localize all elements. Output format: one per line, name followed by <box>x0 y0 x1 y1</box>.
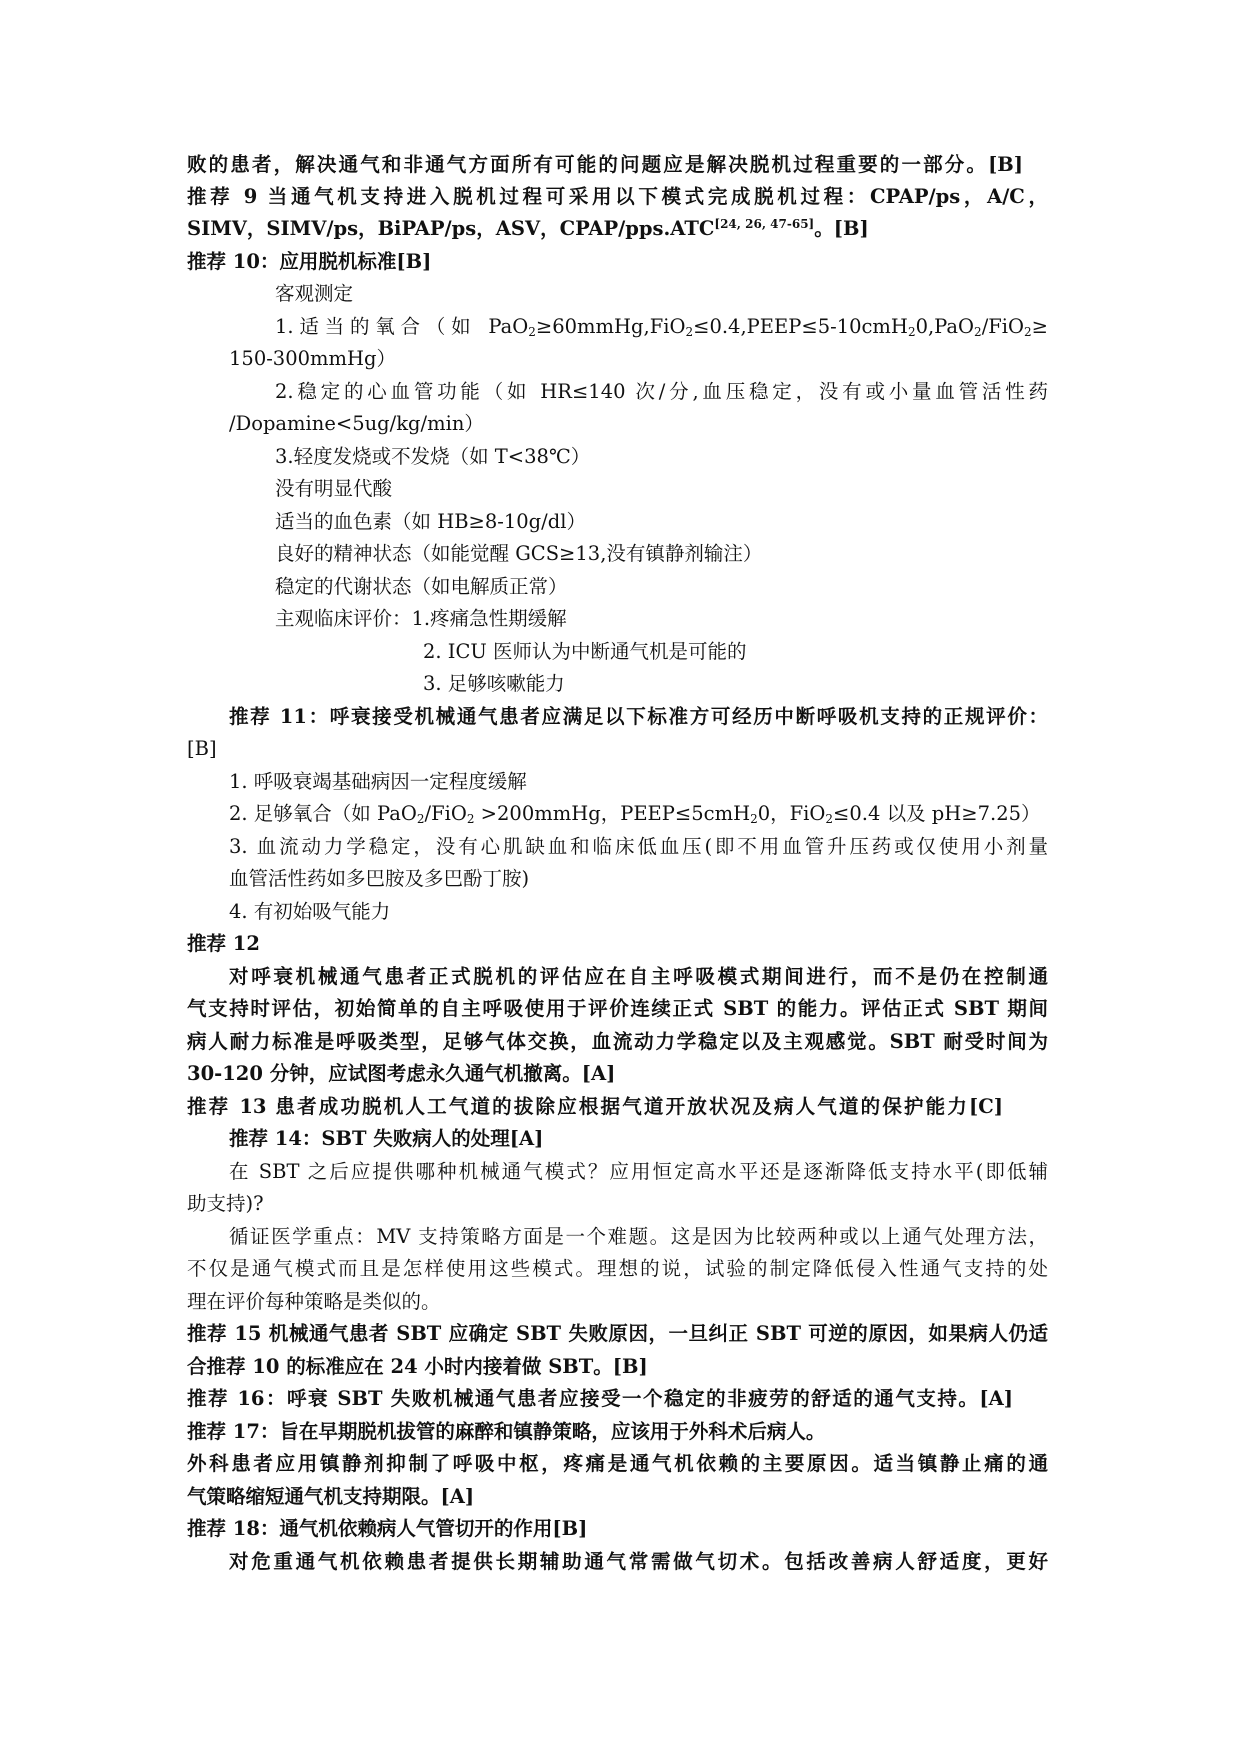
text-line: [B] <box>187 737 217 760</box>
text-line: 在 SBT 之后应提供哪种机械通气模式？应用恒定高水平还是逐渐降低支持水平(即低辅 <box>229 1160 1048 1183</box>
text-line: 气支持时评估，初始简单的自主呼吸使用于评价连续正式 SBT 的能力。评估正式 SBT 期间 <box>187 997 1048 1020</box>
list-item: 2. 足够氧合（如 PaO$_2$/FiO$_2$ >200mmHg，PEEP≤5cmH$_2$0，FiO$_2$≤0.4 以及 pH≥7.25） <box>229 802 1041 826</box>
heading-recommendation-10: 推荐 10：应用脱机标准[B] <box>187 250 432 273</box>
text-line: 主观临床评价：1.疼痛急性期缓解 <box>275 607 567 630</box>
heading-recommendation-11: 推荐 11：呼衰接受机械通气患者应满足以下标准方可经历中断呼吸机支持的正规评价： <box>229 705 1048 728</box>
text-line: 稳定的代谢状态（如电解质正常） <box>275 575 568 598</box>
text-line: 3.轻度发烧或不发烧（如 T<38℃） <box>275 445 591 468</box>
text-line: 不仅是通气模式而且是怎样使用这些模式。理想的说，试验的制定降低侵入性通气支持的处 <box>187 1257 1048 1280</box>
text-line: 循证医学重点：MV 支持策略方面是一个难题。这是因为比较两种或以上通气处理方法， <box>229 1225 1048 1248</box>
text-line: 血管活性药如多巴胺及多巴酚丁胺) <box>229 867 530 890</box>
heading-recommendation-14: 推荐 14：SBT 失败病人的处理[A] <box>229 1127 544 1150</box>
list-item: 4. 有初始吸气能力 <box>229 900 391 923</box>
text-line: 2.稳定的心血管功能（如 HR≤140 次/分,血压稳定，没有或小量血管活性药 <box>275 380 1048 403</box>
text-line: 气策略缩短通气机支持期限。[A] <box>187 1485 475 1508</box>
heading-recommendation-16: 推荐 16：呼衰 SBT 失败机械通气患者应接受一个稳定的非疲劳的舒适的通气支持。[A] <box>187 1387 1013 1410</box>
text-line: 良好的精神状态（如能觉醒 GCS≥13,没有镇静剂输注） <box>275 542 763 565</box>
text-line: 败的患者，解决通气和非通气方面所有可能的问题应是解决脱机过程重要的一部分。[B] <box>187 153 1023 176</box>
text-line: 2. ICU 医师认为中断通气机是可能的 <box>423 640 747 663</box>
text-line: 150-300mmHg） <box>229 347 396 370</box>
text-line: 客观测定 <box>275 282 354 305</box>
text-line: 1.适当的氧合（如 PaO$_2$≥60mmHg,FiO$_2$≤0.4,PEEP≤5-10cmH$_2$0,PaO$_2$/FiO$_2$≥ <box>275 315 1048 339</box>
text-line: 30-120 分钟，应试图考虑永久通气机撤离。[A] <box>187 1062 616 1085</box>
text-line: /Dopamine<5ug/kg/min） <box>229 412 484 435</box>
text-line: 推荐 9 当通气机支持进入脱机过程可采用以下模式完成脱机过程：CPAP/ps，A/C， <box>187 185 1048 208</box>
text-line: 病人耐力标准是呼吸类型，足够气体交换，血流动力学稳定以及主观感觉。SBT 耐受时间为 <box>187 1030 1048 1053</box>
text-line: 合推荐 10 的标准应在 24 小时内接着做 SBT。[B] <box>187 1355 648 1378</box>
text-line: 对危重通气机依赖患者提供长期辅助通气常需做气切术。包括改善病人舒适度，更好 <box>229 1550 1048 1573</box>
heading-recommendation-18: 推荐 18：通气机依赖病人气管切开的作用[B] <box>187 1517 588 1540</box>
heading-recommendation-15: 推荐 15 机械通气患者 SBT 应确定 SBT 失败原因，一旦纠正 SBT 可逆的原因，如果病人仍适 <box>187 1322 1048 1345</box>
citation-ref: [24, 26, 47-65] <box>714 217 815 231</box>
list-item: 1. 呼吸衰竭基础病因一定程度缓解 <box>229 770 527 793</box>
text-line: 助支持)? <box>187 1192 264 1215</box>
text-line: 对呼衰机械通气患者正式脱机的评估应在自主呼吸模式期间进行，而不是仍在控制通 <box>229 965 1048 988</box>
text-line: 理在评价每种策略是类似的。 <box>187 1290 441 1313</box>
heading-recommendation-17: 推荐 17：旨在早期脱机拔管的麻醉和镇静策略，应该用于外科术后病人。 <box>187 1420 826 1443</box>
text-line: 外科患者应用镇静剂抑制了呼吸中枢，疼痛是通气机依赖的主要原因。适当镇静止痛的通 <box>187 1452 1048 1475</box>
text-line: SIMV，SIMV/ps，BiPAP/ps，ASV，CPAP/pps.ATC[24, 26, 47-65]。[B] <box>187 217 869 240</box>
text-line: 适当的血色素（如 HB≥8-10g/dl） <box>275 510 586 533</box>
text-line: 3. 足够咳嗽能力 <box>423 672 565 695</box>
list-item: 3. 血流动力学稳定，没有心肌缺血和临床低血压(即不用血管升压药或仅使用小剂量 <box>229 835 1048 858</box>
heading-recommendation-13: 推荐 13 患者成功脱机人工气道的拔除应根据气道开放状况及病人气道的保护能力[C] <box>187 1095 1003 1118</box>
heading-recommendation-12: 推荐 12 <box>187 932 260 955</box>
text-line: 没有明显代酸 <box>275 477 393 500</box>
